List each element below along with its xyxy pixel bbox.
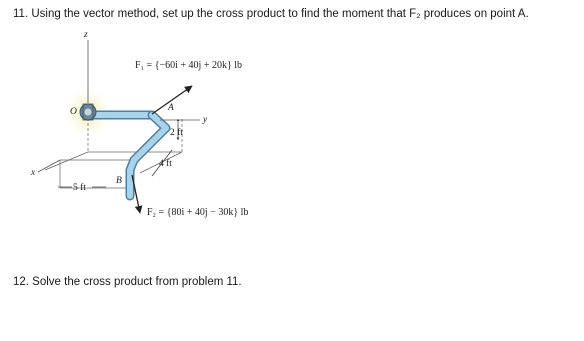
point-a-label: A xyxy=(168,103,174,113)
question-11: 11. Using the vector method, set up the cross product to find the moment that F₂ produces on point A. xyxy=(13,8,529,20)
dim-2ft-label: 2 ft xyxy=(170,128,183,138)
dim-4ft-label: 4 ft xyxy=(159,159,172,169)
question-12: 12. Solve the cross product from problem 11. xyxy=(13,276,242,288)
z-axis-label: z xyxy=(84,30,88,40)
force-f1-label: F₁ = {−60i + 40j + 20k} lb xyxy=(135,60,243,71)
point-b-label: B xyxy=(116,176,122,186)
force-f2-label: F₂ = {80i + 40j − 30k} lb xyxy=(147,207,249,218)
y-axis-label: y xyxy=(203,115,208,125)
point-o-label: O xyxy=(70,107,77,117)
dim-5ft-label: 5 ft xyxy=(73,183,86,193)
x-axis-label: x xyxy=(31,168,36,178)
support-at-o xyxy=(80,104,96,120)
x-axis xyxy=(38,160,60,172)
